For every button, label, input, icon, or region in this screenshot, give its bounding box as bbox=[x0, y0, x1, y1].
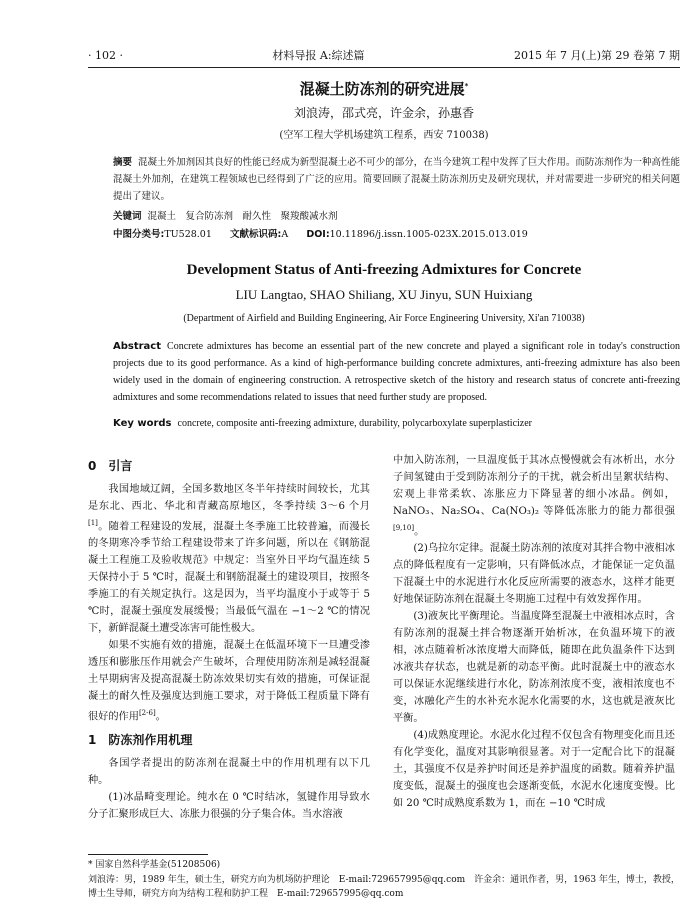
journal-name: 材料导报 A:综述篇 bbox=[272, 49, 365, 62]
page-number: · 102 · bbox=[88, 48, 123, 62]
cn-abstract-label: 摘要 bbox=[113, 157, 133, 168]
doi-value: 10.11896/j.issn.1005-023X.2015.013.019 bbox=[329, 229, 528, 240]
cn-affiliation: (空军工程大学机场建筑工程系，西安 710038) bbox=[279, 130, 489, 141]
en-title: Development Status of Anti-freezing Admixtures for Concrete bbox=[186, 262, 582, 278]
cn-keywords-label: 关键词 bbox=[113, 211, 142, 222]
paragraph: 我国地域辽阔，全国多数地区冬半年持续时间较长，尤其是东北、西北、华北和青藏高原地区，冬季持续 3～6 个月[1]。随着工程建设的发展，混凝土冬季施工比较普遍，而漫长的冬期寒冷季节给工程建设带来了许多问题，所以在《钢筋混凝土工程施工及验收规范》中规定：当室外日平均气温连续 5 天保持小于 5 ℃时，混凝土和钢筋混凝土的建设项目，按照冬季施工的有关规定执行。这是因为，当平均温度小于或等于 5 ℃时，混凝土强度发展缓慢；当最低气温在 −1～2 ℃的情况下，新鲜混凝土遭受冻害可能性极大。 bbox=[88, 484, 370, 635]
doc-value: A bbox=[281, 229, 289, 240]
citation: [9,10] bbox=[393, 524, 415, 532]
cn-classification bbox=[113, 226, 680, 243]
paragraph: (4)成熟度理论。水泥水化过程不仅包含有物理变化而且还有化学变化，温度对其影响很显著。对于一定配合比下的混凝土，其强度不仅是养护时间还是养护温度的函数。随着养护温度变低，混凝土的强度也会逐渐变低，水泥水化速度变慢。比如 20 ℃时成熟度系数为 1，而在 −10 ℃时成 bbox=[393, 730, 675, 810]
footnote-author-bio: 刘浪涛：男，1989 年生，硕士生，研究方向为机场防护理论 E-mail:729657995@qq.com 许金余：通讯作者，男，1963 年生，博士，教授，博士生导师，研究方向为结构工程和防护工程 E-mail:729657995@qq.com bbox=[88, 875, 680, 899]
cn-authors: 刘浪涛，邵式亮，许金余，孙惠香 bbox=[293, 106, 474, 120]
section-0-heading bbox=[88, 458, 370, 475]
paragraph: (3)液灰比平衡理论。当温度降至混凝土中液相冰点时，含有防冻剂的混凝土拌合物逐渐开始析冰，在负温环境下的液相，冰点随着析冰浓度增大而降低，随即在此负温条件下达到冰液共存状态，也就是新的动态平衡。此时混凝土中的液态水可以保证水泥继续进行水化，防冻剂浓度不变，液相浓度也不变，冰融化产生的水补充水泥水化需要的水，这也就是液灰比平衡。 bbox=[393, 611, 675, 725]
cn-title-text: 混凝土防冻剂的研究进展 bbox=[299, 80, 465, 98]
section-0-title: 引言 bbox=[108, 459, 133, 473]
doi-label: DOI: bbox=[306, 229, 330, 240]
en-keywords bbox=[113, 415, 680, 432]
paragraph: (2)乌拉尔定律。混凝土防冻剂的浓度对其拌合物中液相冰点的降低程度有一定影响，只有降低冰点，才能保证一定负温下混凝土中的水泥进行水化反应所需要的液态水，这样才能更好地保证防冻剂在混凝土冬期施工过程中有效发挥作用。 bbox=[393, 543, 675, 606]
cn-title-footnote-mark: * bbox=[464, 82, 469, 90]
running-header bbox=[88, 46, 680, 68]
citation: [1] bbox=[88, 519, 98, 527]
en-abstract-label: Abstract bbox=[113, 341, 162, 352]
paragraph: 中加入防冻剂，一旦温度低于其冰点慢慢就会有冰析出，水分子间氢键由于受到防冻剂分子的干扰，就会析出呈絮状结构、宏观上非常柔软、冻胀应力下降显著的细小冰晶。例如，NaNO₃、Na₂SO₄、Ca(NO₃)₂ 等降低冻胀力的能力都很强[9,10]。 bbox=[393, 455, 675, 538]
en-keywords-label: Key words bbox=[113, 418, 172, 429]
section-1-heading bbox=[88, 732, 370, 749]
cn-abstract bbox=[113, 154, 680, 205]
footnote-fund: * 国家自然科学基金(51208506) bbox=[88, 860, 221, 870]
en-abstract-text: Concrete admixtures has become an essential part of the new concrete and played a significant role in today's construction projects due to its good performance. As a kind of high-performance building concrete admixtures, anti-freezing admixture has also been widely used in the domain of engineering construction. A retrospective sketch of the history and research status of concrete anti-freezing admixtures and some recommendations related to issues that need further study are proposed. bbox=[113, 341, 680, 403]
section-1-number: 1 bbox=[88, 732, 97, 747]
citation: [2-6] bbox=[138, 709, 156, 718]
footnote-divider bbox=[88, 854, 208, 855]
paragraph: 如果不实施有效的措施，混凝土在低温环境下一旦遭受渗透压和膨胀压作用就会产生破坏，合理使用防冻剂是减轻混凝土早期病害及提高混凝土防冻效果切实有效的措施，可保证混凝土的耐久性及强度达到施工要求，对于降低工程质量下降有很好的作用[2-6]。 bbox=[88, 640, 370, 723]
body-right-column bbox=[393, 452, 675, 812]
en-keywords-text: concrete, composite anti-freezing admixture, durability, polycarboxylate superplasticizer bbox=[177, 418, 533, 429]
clc-label: 中图分类号: bbox=[113, 229, 165, 240]
issue-info: 2015 年 7 月(上)第 29 卷第 7 期 bbox=[513, 49, 680, 62]
paragraph: 各国学者提出的防冻剂在混凝土中的作用机理有以下几种。 bbox=[88, 757, 370, 786]
en-authors: LIU Langtao, SHAO Shiliang, XU Jinyu, SUN Huixiang bbox=[235, 287, 533, 302]
clc-value: TU528.01 bbox=[164, 229, 212, 240]
section-0-number: 0 bbox=[88, 459, 97, 473]
en-abstract bbox=[113, 338, 680, 406]
cn-title bbox=[88, 78, 680, 99]
paragraph: (1)冰晶畸变理论。纯水在 0 ℃时结冰，氢键作用导致水分子汇聚形成巨大、冻胀力很强的分子集合体。当水溶液 bbox=[88, 791, 370, 820]
body-left-column bbox=[88, 452, 370, 823]
en-affiliation: (Department of Airfield and Building Engineering, Air Force Engineering University, Xi'an 710038) bbox=[183, 313, 585, 324]
doc-label: 文献标识码: bbox=[230, 229, 282, 240]
cn-abstract-text: 混凝土外加剂因其良好的性能已经成为新型混凝土必不可少的部分，在当今建筑工程中发挥了巨大作用。而防冻剂作为一种高性能混凝土外加剂，在建筑工程领域也已经得到了广泛的应用。简要回顾了混凝土防冻剂历史及研究现状，并对需要进一步研究的相关问题提出了建议。 bbox=[113, 157, 680, 202]
section-1-title: 防冻剂作用机理 bbox=[108, 732, 193, 747]
cn-keywords-text: 混凝土 复合防冻剂 耐久性 聚羧酸减水剂 bbox=[147, 211, 338, 222]
cn-keywords bbox=[113, 208, 680, 225]
